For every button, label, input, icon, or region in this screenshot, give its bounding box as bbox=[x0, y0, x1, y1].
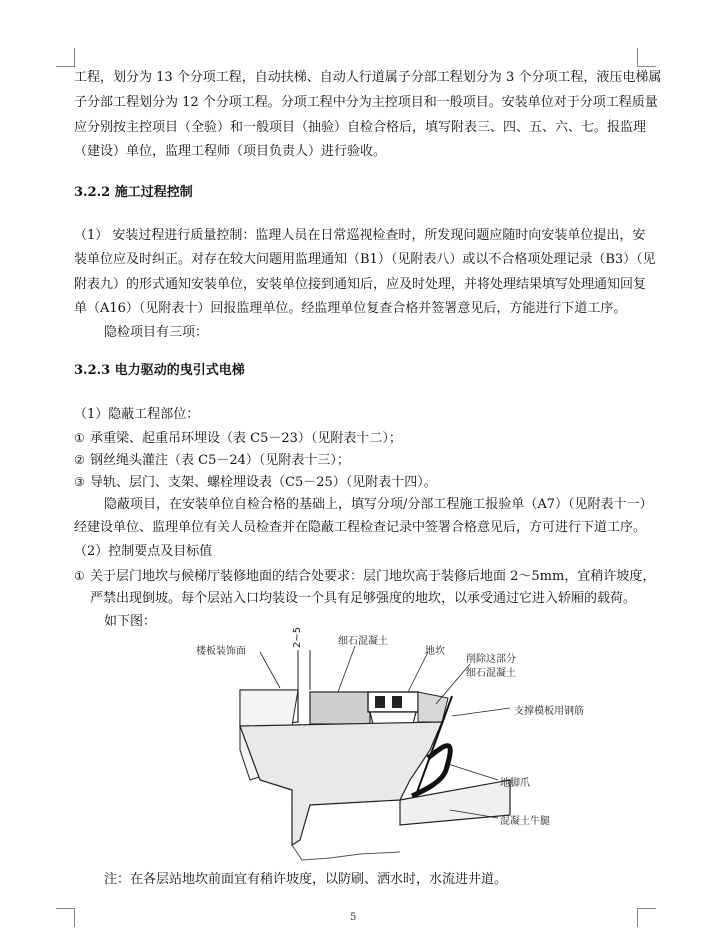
crop-mark-top-right bbox=[637, 48, 656, 67]
page-number: 5 bbox=[350, 912, 357, 923]
section-heading-3-2-2: 3.2.2 施工过程控制 bbox=[74, 185, 193, 200]
control-item-1-line-1 bbox=[74, 568, 655, 585]
label-anchor-claw: 地脚爪 bbox=[500, 778, 530, 789]
list-marker: ② bbox=[74, 453, 85, 467]
paragraph-3-line-1: 隐蔽项目，在安装单位自检合格的基础上，填写分项/分部工程施工报验单（A7）（见附表十一） bbox=[104, 497, 653, 512]
hidden-item-2 bbox=[74, 452, 350, 469]
label-floor-finish: 楼板装饰面 bbox=[196, 646, 246, 657]
label-sill: 地坎 bbox=[425, 646, 445, 657]
paragraph-1-line-1: 工程，划分为 13 个分项工程，自动扶梯、自动人行道属子分部工程划分为 3 个分项工程，液压电梯属 bbox=[74, 70, 662, 85]
paragraph-1-line-4: （建设）单位，监理工程师（项目负责人）进行验收。 bbox=[74, 144, 387, 159]
control-points-title: （2）控制要点及目标值 bbox=[74, 544, 213, 559]
label-remove-concrete: 细石混凝土 bbox=[466, 668, 516, 679]
control-item-1-line-3: 如下图： bbox=[104, 614, 157, 629]
paragraph-2-line-3: 附表九）的形式通知安装单位，安装单位接到通知后，应及时处理，并将处理结果填写处理通知回复 bbox=[74, 277, 647, 292]
hidden-item-3 bbox=[74, 474, 437, 491]
sill-detail-drawing bbox=[180, 630, 600, 865]
crop-mark-bottom-right bbox=[637, 908, 656, 927]
label-rebar: 支撑模板用钢筋 bbox=[514, 706, 584, 717]
hidden-works-title: （1）隐蔽工程部位： bbox=[74, 407, 200, 422]
control-item-1-line-2: 严禁出现倒坡。每个层站入口均装设一个具有足够强度的地坎，以承受通过它进入轿厢的载荷。 bbox=[90, 591, 637, 606]
paragraph-3-line-2: 经建设单位、监理单位有关人员检查并在隐蔽工程检查记录中签署合格意见后，方可进行下道工序。 bbox=[74, 520, 647, 535]
paragraph-2-line-2: 装单位应及时纠正。对存在较大问题用监理通知（B1）（见附表八）或以不合格项处理记录（B3）（见 bbox=[74, 252, 656, 267]
list-marker: ① bbox=[74, 431, 85, 445]
list-marker: ③ bbox=[74, 475, 85, 489]
paragraph-2-line-1: （1） 安装过程进行质量控制：监理人员在日常巡视检查时，所发现问题应随时向安装单位提出，安 bbox=[74, 228, 646, 243]
paragraph-2-line-4: 单（A16）（见附表十）回报监理单位。经监理单位复查合格并签署意见后，方能进行下道工序。 bbox=[74, 301, 627, 316]
label-concrete-corbel: 混凝土牛腿 bbox=[500, 816, 550, 827]
crop-mark-top-left bbox=[56, 48, 75, 67]
section-heading-3-2-3: 3.2.3 电力驱动的曳引式电梯 bbox=[74, 363, 245, 378]
label-dimension: 2~5 bbox=[292, 626, 303, 648]
label-fine-concrete-top: 细石混凝土 bbox=[338, 636, 388, 647]
crop-mark-bottom-left bbox=[56, 908, 75, 927]
hidden-item-text: 钢丝绳头灌注（表 C5－24）（见附表十三）； bbox=[90, 453, 350, 468]
hidden-item-text: 导轨、层门、支架、螺栓埋设表（C5－25）（见附表十四）。 bbox=[90, 475, 437, 490]
control-text: 关于层门地坎与候梯厅装修地面的结合处要求：层门地坎高于装修后地面 2～5mm，宜稍许坡度， bbox=[90, 569, 656, 584]
hidden-item-1 bbox=[74, 430, 402, 447]
label-remove-part: 削除这部分 bbox=[466, 654, 516, 665]
sill-detail-figure bbox=[180, 626, 600, 865]
figure-note: 注：在各层站地坎前面宜有稍许坡度，以防刷、洒水时，水流进井道。 bbox=[104, 872, 508, 887]
hidden-item-text: 承重梁、起重吊环埋设（表 C5－23）（见附表十二）； bbox=[90, 431, 402, 446]
list-marker: ① bbox=[74, 569, 85, 583]
paragraph-1-line-3: 应分别按主控项目（全验）和一般项目（抽验）自检合格后，填写附表三、四、五、六、七。报监理 bbox=[74, 120, 647, 135]
paragraph-2-tail: 隐检项目有三项： bbox=[104, 325, 209, 340]
paragraph-1-line-2: 子分部工程划分为 12 个分项工程。分项工程中分为主控项目和一般项目。安装单位对于分项工程质量 bbox=[74, 95, 658, 110]
